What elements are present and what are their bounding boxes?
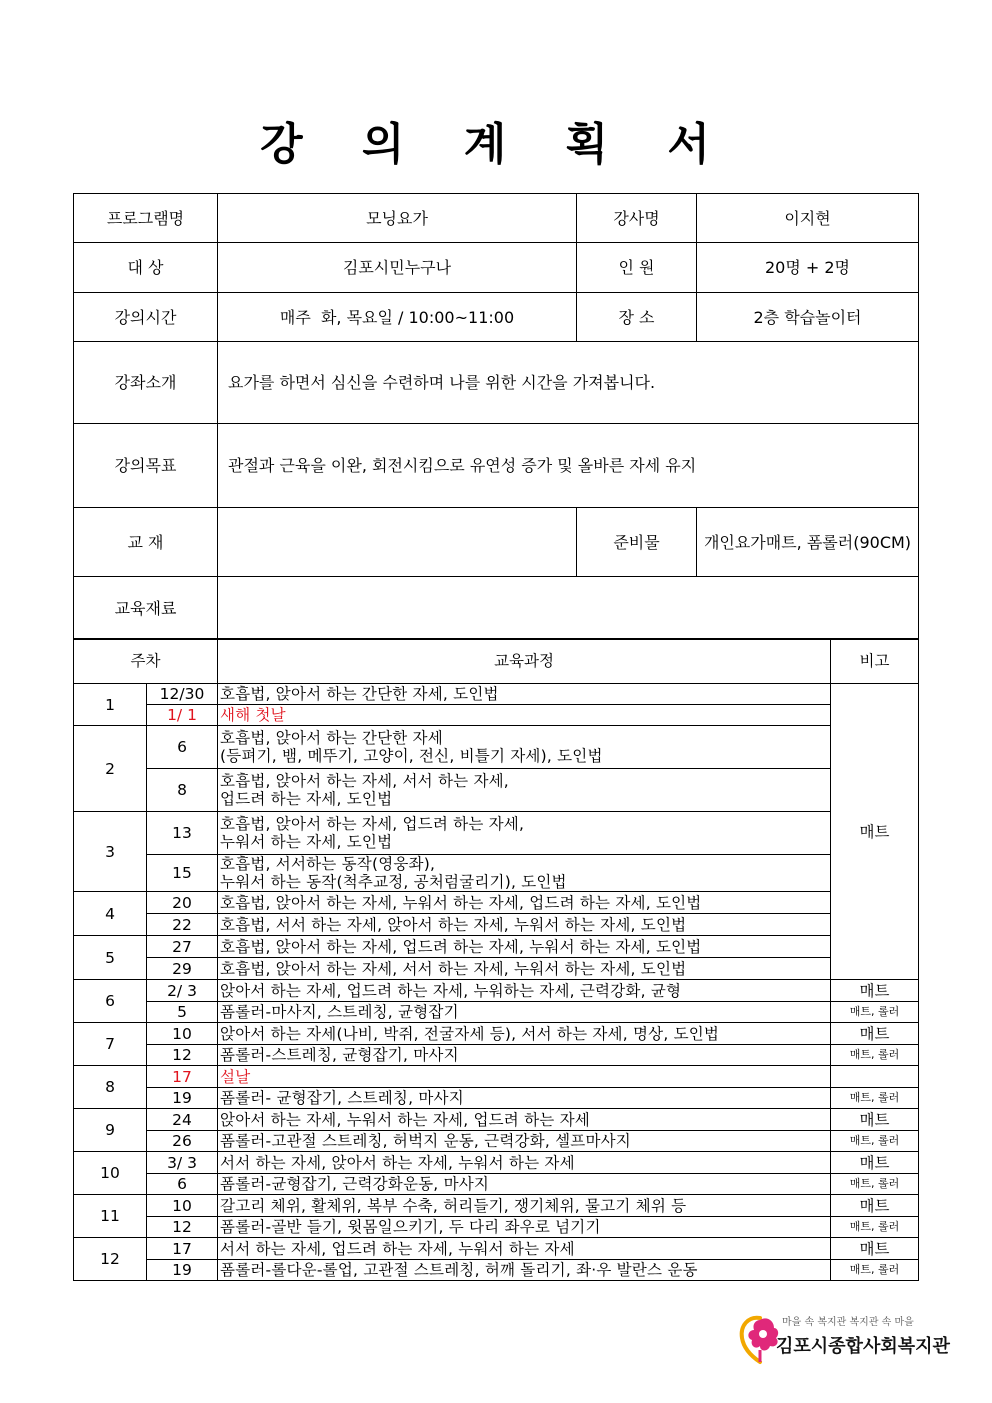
session-date: 22 bbox=[147, 914, 218, 936]
session-course bbox=[218, 726, 831, 769]
course-line: (등펴기, 뱀, 메뚜기, 고양이, 전신, 비틀기 자세), 도인법 bbox=[220, 747, 603, 765]
session-note: 매트 bbox=[831, 1152, 919, 1174]
session-date: 13 bbox=[147, 812, 218, 855]
session-date: 19 bbox=[147, 1088, 218, 1109]
textbook-label: 교 재 bbox=[74, 508, 218, 577]
session-course: 폼롤러-스트레칭, 균형잡기, 마사지 bbox=[218, 1045, 831, 1066]
session-course: 앉아서 하는 자세, 업드려 하는 자세, 누워하는 자세, 근력강화, 균형 bbox=[218, 980, 831, 1002]
session-date: 1/ 1 bbox=[147, 705, 218, 726]
target-label: 대 상 bbox=[74, 243, 218, 293]
session-course: 폼롤러-고관절 스트레칭, 허벅지 운동, 근력강화, 셀프마사지 bbox=[218, 1131, 831, 1152]
course-line: 호흡법, 서서하는 동작(영웅좌), bbox=[220, 855, 436, 873]
session-note: 매트, 롤러 bbox=[831, 1131, 919, 1152]
session-course: 설날 bbox=[218, 1066, 831, 1088]
session-date: 17 bbox=[147, 1066, 218, 1088]
session-date: 24 bbox=[147, 1109, 218, 1131]
session-course: 서서 하는 자세, 앉아서 하는 자세, 누워서 하는 자세 bbox=[218, 1152, 831, 1174]
session-note: 매트 bbox=[831, 1238, 919, 1260]
goal-value: 관절과 근육을 이완, 회전시킴으로 유연성 증가 및 올바른 자세 유지 bbox=[218, 424, 919, 508]
time-value: 매주 화, 목요일 / 10:00~11:00 bbox=[218, 293, 577, 342]
session-date: 10 bbox=[147, 1195, 218, 1217]
logo-name: 김포시종합사회복지관 bbox=[776, 1336, 950, 1357]
course-line: 호흡법, 앉아서 하는 자세, 서서 하는 자세, bbox=[220, 772, 509, 790]
place-label: 장 소 bbox=[577, 293, 697, 342]
session-course bbox=[218, 812, 831, 855]
intro-value: 요가를 하면서 심신을 수련하며 나를 위한 시간을 가져봅니다. bbox=[218, 342, 919, 424]
program-label: 프로그램명 bbox=[74, 194, 218, 243]
week-number: 6 bbox=[74, 980, 147, 1023]
session-course: 호흡법, 앉아서 하는 자세, 업드려 하는 자세, 누워서 하는 자세, 도인법 bbox=[218, 936, 831, 958]
session-note: 매트, 롤러 bbox=[831, 1217, 919, 1238]
time-label: 강의시간 bbox=[74, 293, 218, 342]
course-line: 호흡법, 앉아서 하는 자세, 업드려 하는 자세, bbox=[220, 815, 525, 833]
session-date: 20 bbox=[147, 892, 218, 914]
session-course: 폼롤러-균형잡기, 근력강화운동, 마사지 bbox=[218, 1174, 831, 1195]
materials-value bbox=[218, 577, 919, 640]
session-course: 앉아서 하는 자세, 누워서 하는 자세, 업드려 하는 자세 bbox=[218, 1109, 831, 1131]
merged-note: 매트 bbox=[831, 684, 919, 980]
session-course: 폼롤러-마사지, 스트레칭, 균형잡기 bbox=[218, 1002, 831, 1023]
session-date: 12 bbox=[147, 1217, 218, 1238]
textbook-value bbox=[218, 508, 577, 577]
session-date: 6 bbox=[147, 726, 218, 769]
session-course: 호흡법, 앉아서 하는 자세, 누워서 하는 자세, 업드려 하는 자세, 도인법 bbox=[218, 892, 831, 914]
session-note: 매트, 롤러 bbox=[831, 1260, 919, 1281]
week-number: 3 bbox=[74, 812, 147, 892]
session-date: 19 bbox=[147, 1260, 218, 1281]
document-title: 강 의 계 획 서 bbox=[260, 119, 732, 170]
session-date: 3/ 3 bbox=[147, 1152, 218, 1174]
target-value: 김포시민누구나 bbox=[218, 243, 577, 293]
logo-tagline: 마을 속 복지관 복지관 속 마을 bbox=[782, 1317, 914, 1328]
session-note: 매트 bbox=[831, 1023, 919, 1045]
week-number: 9 bbox=[74, 1109, 147, 1152]
session-date: 8 bbox=[147, 769, 218, 812]
materials-label: 교육재료 bbox=[74, 577, 218, 640]
session-date: 26 bbox=[147, 1131, 218, 1152]
session-course: 호흡법, 앉아서 하는 간단한 자세, 도인법 bbox=[218, 684, 831, 705]
session-course: 폼롤러- 균형잡기, 스트레칭, 마사지 bbox=[218, 1088, 831, 1109]
session-course: 서서 하는 자세, 업드려 하는 자세, 누워서 하는 자세 bbox=[218, 1238, 831, 1260]
session-course: 폼롤러-롤다운-롤업, 고관절 스트레칭, 허깨 돌리기, 좌·우 발란스 운동 bbox=[218, 1260, 831, 1281]
course-line: 누워서 하는 자세, 도인법 bbox=[220, 833, 393, 851]
headcount-value: 20명 + 2명 bbox=[697, 243, 919, 293]
goal-label: 강의목표 bbox=[74, 424, 218, 508]
session-note: 매트, 롤러 bbox=[831, 1174, 919, 1195]
session-note: 매트 bbox=[831, 980, 919, 1002]
week-number: 1 bbox=[74, 684, 147, 726]
session-course bbox=[218, 769, 831, 812]
session-date: 5 bbox=[147, 1002, 218, 1023]
schedule-table bbox=[73, 638, 919, 1281]
course-line: 누워서 하는 동작(척추교정, 공처럼굴리기), 도인법 bbox=[220, 873, 567, 891]
header-note: 비고 bbox=[831, 639, 919, 684]
week-number: 5 bbox=[74, 936, 147, 980]
session-date: 6 bbox=[147, 1174, 218, 1195]
session-course: 새해 첫날 bbox=[218, 705, 831, 726]
session-note: 매트 bbox=[831, 1109, 919, 1131]
session-date: 12 bbox=[147, 1045, 218, 1066]
week-number: 12 bbox=[74, 1238, 147, 1281]
session-note: 매트, 롤러 bbox=[831, 1088, 919, 1109]
program-value: 모닝요가 bbox=[218, 194, 577, 243]
week-number: 8 bbox=[74, 1066, 147, 1109]
session-note: 매트, 롤러 bbox=[831, 1045, 919, 1066]
week-number: 10 bbox=[74, 1152, 147, 1195]
session-date: 10 bbox=[147, 1023, 218, 1045]
session-note: 매트, 롤러 bbox=[831, 1002, 919, 1023]
headcount-label: 인 원 bbox=[577, 243, 697, 293]
session-date: 29 bbox=[147, 958, 218, 980]
session-course: 호흡법, 서서 하는 자세, 앉아서 하는 자세, 누워서 하는 자세, 도인법 bbox=[218, 914, 831, 936]
supplies-label: 준비물 bbox=[577, 508, 697, 577]
session-course: 폼롤러-골반 들기, 윗몸일으키기, 두 다리 좌우로 넘기기 bbox=[218, 1217, 831, 1238]
week-number: 7 bbox=[74, 1023, 147, 1066]
session-date: 2/ 3 bbox=[147, 980, 218, 1002]
session-date: 27 bbox=[147, 936, 218, 958]
place-value: 2층 학습놀이터 bbox=[697, 293, 919, 342]
session-course bbox=[218, 855, 831, 892]
session-course: 앉아서 하는 자세(나비, 박쥐, 전굴자세 등), 서서 하는 자세, 명상, 도인법 bbox=[218, 1023, 831, 1045]
info-table bbox=[73, 193, 919, 640]
session-date: 17 bbox=[147, 1238, 218, 1260]
header-week: 주차 bbox=[74, 639, 218, 684]
week-number: 2 bbox=[74, 726, 147, 812]
week-number: 11 bbox=[74, 1195, 147, 1238]
course-line: 호흡법, 앉아서 하는 간단한 자세 bbox=[220, 729, 443, 747]
session-note bbox=[831, 1066, 919, 1088]
session-date: 12/30 bbox=[147, 684, 218, 705]
supplies-value: 개인요가매트, 폼롤러(90CM) bbox=[697, 508, 919, 577]
week-number: 4 bbox=[74, 892, 147, 936]
header-course: 교육과정 bbox=[218, 639, 831, 684]
session-note: 매트 bbox=[831, 1195, 919, 1217]
session-course: 갈고리 체위, 활체위, 복부 수축, 허리들기, 쟁기체위, 물고기 체위 등 bbox=[218, 1195, 831, 1217]
instructor-label: 강사명 bbox=[577, 194, 697, 243]
intro-label: 강좌소개 bbox=[74, 342, 218, 424]
instructor-value: 이지현 bbox=[697, 194, 919, 243]
session-course: 호흡법, 앉아서 하는 자세, 서서 하는 자세, 누워서 하는 자세, 도인법 bbox=[218, 958, 831, 980]
session-date: 15 bbox=[147, 855, 218, 892]
course-line: 업드려 하는 자세, 도인법 bbox=[220, 790, 393, 808]
